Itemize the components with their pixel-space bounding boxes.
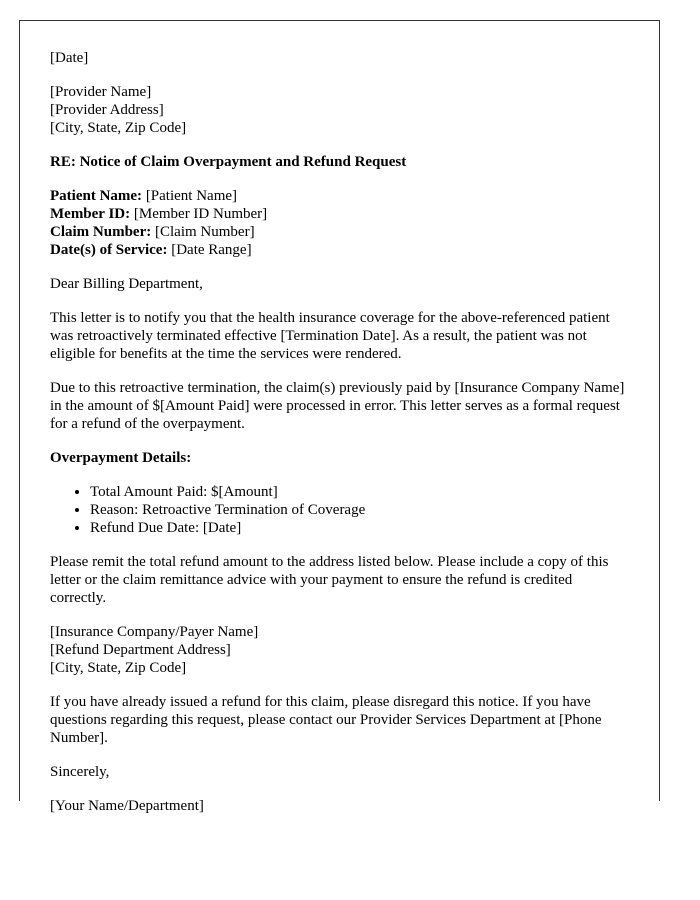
- letter-date: [Date]: [50, 50, 89, 66]
- dates-of-service-field: [50, 241, 629, 259]
- field-label: Date(s) of Service:: [50, 242, 168, 258]
- claim-fields-block: [50, 187, 629, 259]
- field-label: Patient Name:: [50, 188, 143, 204]
- closing: Sincerely,: [50, 764, 110, 780]
- payer-city-state-zip: [City, State, Zip Code]: [50, 660, 187, 676]
- provider-name: [Provider Name]: [50, 84, 152, 100]
- payer-address-block: [50, 623, 629, 677]
- payer-address: [Refund Department Address]: [50, 642, 231, 658]
- provider-address: [Provider Address]: [50, 102, 164, 118]
- claim-number-field: [50, 223, 629, 241]
- body-paragraph-2: Due to this retroactive termination, the claim(s) previously paid by [Insurance Company Name] in the amount of $[Amount Paid] were processed in error. This letter serves as a formal request for a refund of the overpayment.: [50, 380, 625, 432]
- salutation: Dear Billing Department,: [50, 276, 203, 292]
- list-item: • Refund Due Date: [Date]: [90, 519, 629, 537]
- field-value: [Claim Number]: [151, 224, 255, 240]
- field-label: Member ID:: [50, 206, 131, 222]
- field-value: [Date Range]: [167, 242, 252, 258]
- payer-name: [Insurance Company/Payer Name]: [50, 624, 259, 640]
- member-id-field: [50, 205, 629, 223]
- list-item: • Reason: Retroactive Termination of Coverage: [90, 501, 629, 519]
- signature-name: [Your Name/Department]: [50, 798, 204, 814]
- letter-subject: RE: Notice of Claim Overpayment and Refund Request: [50, 154, 407, 170]
- letter-page: [19, 20, 660, 814]
- body-paragraph-1: This letter is to notify you that the health insurance coverage for the above-referenced patient was retroactively terminated effective [Termination Date]. As a result, the patient was not eligible for benefits at the time the services were rendered.: [50, 310, 610, 362]
- list-item: • Total Amount Paid: $[Amount]: [90, 483, 629, 501]
- overpayment-details-list: [50, 483, 629, 537]
- patient-name-field: [50, 187, 629, 205]
- field-label: Claim Number:: [50, 224, 152, 240]
- body-paragraph-4: If you have already issued a refund for this claim, please disregard this notice. If you have questions regarding this request, please contact our Provider Services Department at [Phone Number].: [50, 694, 602, 746]
- provider-address-block: [50, 83, 629, 137]
- overpayment-details-heading: Overpayment Details:: [50, 450, 192, 466]
- body-paragraph-3: Please remit the total refund amount to the address listed below. Please include a copy of this letter or the claim remittance advice with your payment to ensure the refund is credited correctly.: [50, 554, 609, 606]
- letter-content: [20, 21, 659, 815]
- provider-city-state-zip: [City, State, Zip Code]: [50, 120, 187, 136]
- field-value: [Patient Name]: [142, 188, 238, 204]
- field-value: [Member ID Number]: [130, 206, 268, 222]
